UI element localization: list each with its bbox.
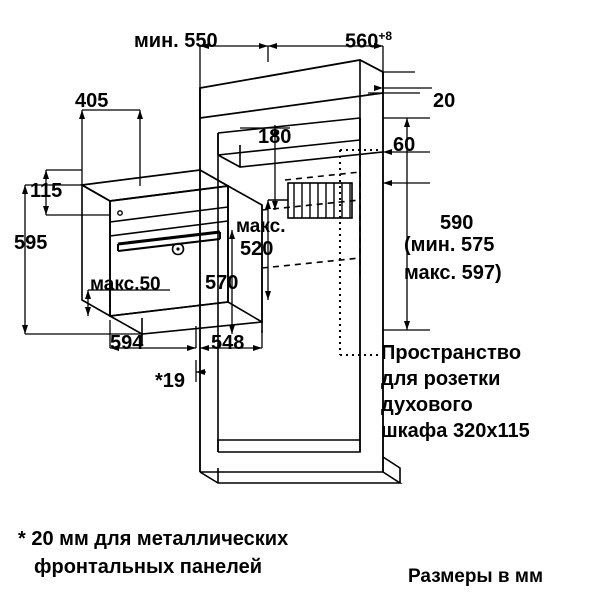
dim-label-star-19: *19 (155, 370, 186, 392)
dim-label-max: макс. (236, 216, 286, 237)
dim-label-min-575: (мин. 575 (404, 234, 495, 256)
footnote-line-2: фронтальных панелей (34, 556, 263, 578)
socket-note-line4: шкафа 320х115 (381, 420, 530, 442)
dim-label-548: 548 (211, 332, 245, 354)
dim-label-520: 520 (240, 238, 274, 260)
dim-label-20: 20 (433, 90, 456, 112)
dim-label-180: 180 (258, 126, 292, 148)
footnote-line-1: * 20 мм для металлических (18, 528, 289, 550)
dim-label-405: 405 (75, 90, 109, 112)
dim-label-570: 570 (205, 272, 239, 294)
dim-label-594: 594 (110, 332, 144, 354)
dim-label-max-597: макс. 597) (404, 262, 502, 284)
units-note: Размеры в мм (408, 566, 543, 587)
dim-label-max-50: макс.50 (90, 274, 161, 295)
dim-label-60: 60 (393, 134, 416, 156)
dim-label-115: 115 (30, 180, 63, 202)
socket-note-line1: Пространство (381, 342, 522, 364)
dim-label-560: $560^{+8}$ (345, 29, 393, 53)
dim-label-590: 590 (440, 212, 474, 234)
dim-label-min-550: мин. 550 (134, 30, 218, 52)
socket-note-line3: духового (381, 394, 473, 416)
socket-note-line2: для розетки (381, 368, 501, 390)
dim-label-595: 595 (14, 232, 48, 254)
